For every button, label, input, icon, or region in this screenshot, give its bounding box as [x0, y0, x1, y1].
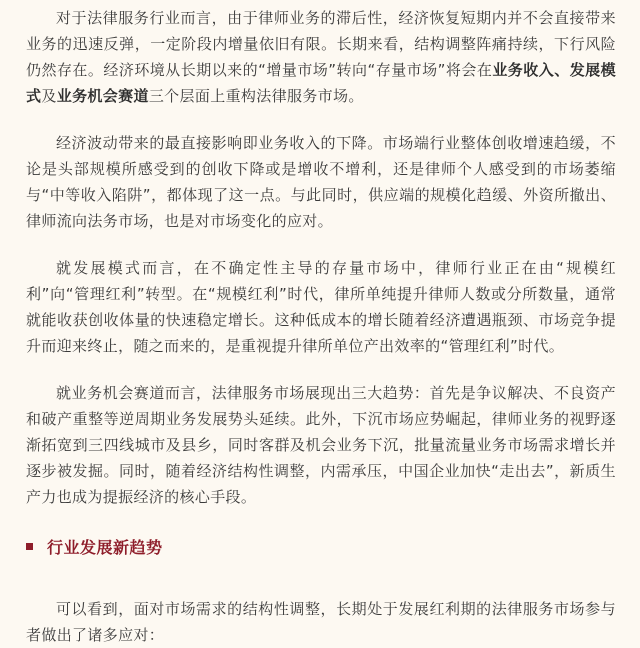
intro-tail-text: 三个层面上重构法律服务市场。	[148, 87, 364, 105]
article-body	[0, 5, 640, 648]
emphasis-business-opportunity: 业务机会赛道	[56, 87, 149, 105]
paragraph-revenue: 经济波动带来的最直接影响即业务收入的下降。市场端行业整体创收增速趋缓，不论是头部规模所感受到的创收下降或是增收不增利，还是律师个人感受到的市场萎缩与“中等收入陷阱”，都体现了这一点。与此同时，供应端的规模化趋缓、外资所撤出、律师流向法务市场，也是对市场变化的应对。	[26, 134, 616, 230]
emphasis-business-income-model: 业务收入、发展模式	[26, 61, 616, 105]
square-bullet-icon	[26, 543, 33, 550]
intro-text: 对于法律服务行业而言，由于律师业务的滞后性，经济恢复短期内并不会直接带来业务的迅速反弹，一定阶段内增量依旧有限。长期来看，结构调整阵痛持续，下行风险仍然存在。经济环境从长期以来的“增量市场”转向“存量市场”将会在	[26, 9, 616, 79]
conjunction-text: 及	[41, 87, 57, 105]
section-heading	[26, 533, 616, 559]
paragraph-opportunity-tracks: 就业务机会赛道而言，法律服务市场展现出三大趋势：首先是争议解决、不良资产和破产重整等逆周期业务发展势头延续。此外，下沉市场应势崛起，律师业务的视野逐渐拓宽到三四线城市及县乡，同时客群及机会业务下沉，批量流量业务市场需求增长并逐步被发掘。同时，随着经济结构性调整，内需承压，中国企业加快“走出去”，新质生产力也成为提振经济的核心手段。	[26, 384, 616, 506]
section-heading-title: 行业发展新趋势	[47, 537, 163, 557]
paragraph-responses: 可以看到，面对市场需求的结构性调整，长期处于发展红利期的法律服务市场参与者做出了诸多应对：	[26, 600, 616, 644]
paragraph-intro	[26, 5, 616, 109]
paragraph-development-model: 就发展模式而言，在不确定性主导的存量市场中，律师行业正在由“规模红利”向“管理红利”转型。在“规模红利”时代，律所单纯提升律师人数或分所数量，通常就能收获创收体量的快速稳定增长。这种低成本的增长随着经济遭遇瓶颈、市场竞争提升而迎来终止，随之而来的，是重视提升律所单位产出效率的“管理红利”时代。	[26, 259, 616, 355]
